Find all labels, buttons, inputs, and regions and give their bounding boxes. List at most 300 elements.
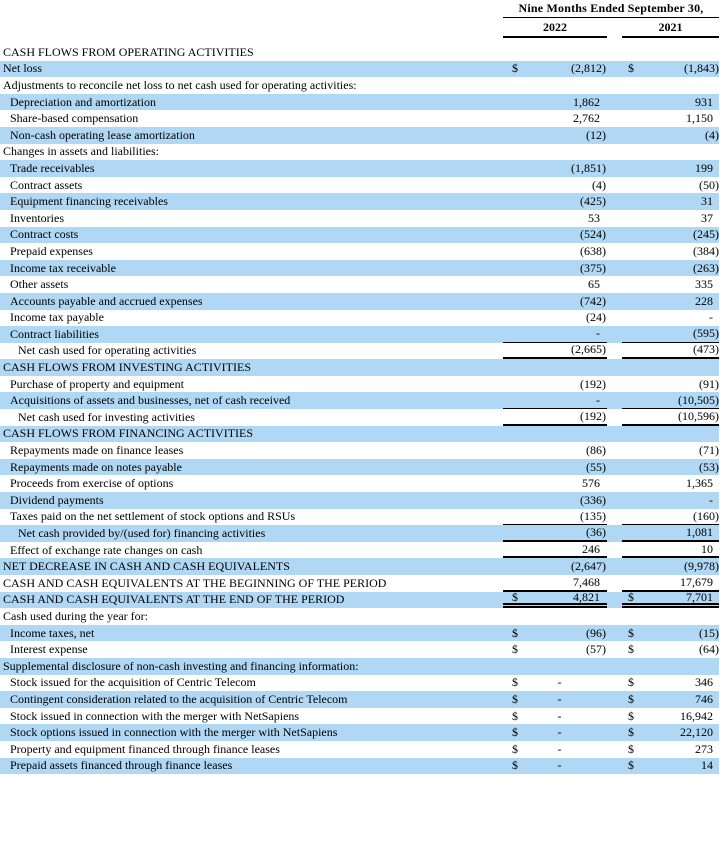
- table-row: [0, 44, 719, 61]
- column-gap: [607, 227, 622, 244]
- value-cell-2022: [503, 492, 607, 509]
- table-row: [0, 542, 719, 559]
- value-cell-2021: [622, 61, 719, 78]
- value-cell-2022: [503, 409, 607, 426]
- value-2021: (384): [693, 243, 719, 258]
- column-gap: [607, 691, 622, 708]
- value-cell-2021: [622, 641, 719, 658]
- value-2022: (2,812): [571, 61, 606, 76]
- table-row: [0, 675, 719, 692]
- dollar-sign-2022: $: [512, 708, 518, 723]
- value-cell-2021: [622, 475, 719, 492]
- row-label: Prepaid assets financed through finance leases: [10, 758, 233, 773]
- value-2021: (10,505): [678, 392, 719, 407]
- row-label: Repayments made on notes payable: [10, 459, 182, 474]
- value-cell-2022: [503, 77, 607, 94]
- column-gap: [607, 558, 622, 575]
- value-cell-2022: [503, 177, 607, 194]
- table-row: [0, 376, 719, 393]
- dollar-sign-2021: $: [628, 708, 634, 723]
- value-2022: (86): [586, 443, 606, 458]
- table-row: [0, 492, 719, 509]
- value-cell-2021: [622, 409, 719, 426]
- column-gap: [607, 177, 622, 194]
- value-2022: 246: [582, 541, 600, 556]
- table-row: [0, 359, 719, 376]
- value-2022: (2,647): [571, 559, 606, 574]
- table-row: [0, 392, 719, 409]
- value-cell-2021: [622, 160, 719, 177]
- table-row: [0, 94, 719, 111]
- value-2021: (91): [699, 376, 719, 391]
- value-2021: (9,978): [684, 559, 719, 574]
- value-cell-2021: [622, 326, 719, 343]
- value-cell-2022: [503, 94, 607, 111]
- dollar-sign-2021: $: [628, 675, 634, 690]
- dollar-sign-2021: $: [628, 725, 634, 740]
- column-gap: [607, 492, 622, 509]
- value-2022: (2,665): [571, 342, 606, 357]
- value-2021: (15): [699, 625, 719, 640]
- value-cell-2021: [622, 392, 719, 409]
- column-gap: [607, 409, 622, 426]
- value-2021: (53): [699, 459, 719, 474]
- value-2022: -: [557, 758, 562, 773]
- value-2022: (742): [580, 293, 606, 308]
- value-cell-2022: [503, 708, 607, 725]
- value-2021: (245): [693, 227, 719, 242]
- value-2021: 199: [695, 160, 713, 175]
- value-2021: 346: [695, 675, 713, 690]
- value-cell-2022: [503, 691, 607, 708]
- value-2022: -: [557, 691, 562, 706]
- row-label: Contingent consideration related to the acquisition of Centric Telecom: [10, 691, 348, 706]
- column-gap: [607, 110, 622, 127]
- value-cell-2022: [503, 741, 607, 758]
- value-cell-2022: [503, 160, 607, 177]
- value-cell-2021: [622, 708, 719, 725]
- value-cell-2021: [622, 376, 719, 393]
- value-cell-2021: [622, 442, 719, 459]
- table-row: [0, 641, 719, 658]
- table-row: [0, 442, 719, 459]
- column-gap: [607, 77, 622, 94]
- value-2021: -: [709, 492, 713, 507]
- value-2022: -: [557, 741, 562, 756]
- value-2022: (96): [586, 625, 606, 640]
- row-label: Property and equipment financed through finance leases: [10, 741, 280, 756]
- column-gap: [607, 625, 622, 642]
- table-row: [0, 575, 719, 592]
- value-cell-2021: [622, 558, 719, 575]
- value-2022: (4): [592, 177, 606, 192]
- column-gap: [607, 475, 622, 492]
- value-cell-2021: [622, 77, 719, 94]
- table-row: [0, 459, 719, 476]
- row-label: Repayments made on finance leases: [10, 443, 184, 458]
- value-cell-2021: [622, 310, 719, 327]
- dollar-sign-2022: $: [512, 625, 518, 640]
- value-cell-2022: [503, 144, 607, 161]
- table-row: [0, 160, 719, 177]
- column-gap: [607, 641, 622, 658]
- column-gap: [607, 20, 622, 38]
- value-2022: (192): [580, 376, 606, 391]
- value-2021: 7,701: [686, 589, 713, 604]
- row-label: Proceeds from exercise of options: [10, 476, 174, 491]
- table-row: [0, 343, 719, 360]
- column-gap: [607, 44, 622, 61]
- column-gap: [607, 658, 622, 675]
- table-row: [0, 260, 719, 277]
- value-2021: (64): [699, 642, 719, 657]
- value-cell-2022: [503, 227, 607, 244]
- column-gap: [607, 243, 622, 260]
- dollar-sign-2021: $: [628, 758, 634, 773]
- row-label: Dividend payments: [10, 492, 104, 507]
- value-2022: (36): [586, 525, 606, 540]
- table-row: [0, 475, 719, 492]
- row-label: Contract assets: [10, 177, 83, 192]
- row-label: Inventories: [10, 210, 64, 225]
- value-2022: (55): [586, 459, 606, 474]
- value-cell-2022: [503, 359, 607, 376]
- row-label: Income taxes, net: [10, 625, 95, 640]
- value-cell-2022: [503, 193, 607, 210]
- value-2022: 7,468: [573, 574, 600, 589]
- value-cell-2022: [503, 127, 607, 144]
- row-label: Cash used during the year for:: [3, 608, 148, 623]
- value-2022: 1,862: [573, 94, 600, 109]
- table-row: [0, 658, 719, 675]
- column-gap: [607, 426, 622, 443]
- value-2021: 17,679: [680, 574, 713, 589]
- column-header-2022: 2022: [503, 20, 607, 38]
- table-row: [0, 276, 719, 293]
- row-label: CASH FLOWS FROM OPERATING ACTIVITIES: [3, 44, 254, 59]
- value-cell-2022: [503, 724, 607, 741]
- value-cell-2022: [503, 509, 607, 526]
- value-2022: (24): [586, 310, 606, 325]
- row-label: Income tax receivable: [10, 260, 116, 275]
- value-2021: 1,150: [686, 111, 713, 126]
- value-cell-2022: [503, 343, 607, 360]
- value-cell-2021: [622, 492, 719, 509]
- value-2021: (160): [693, 508, 719, 523]
- value-2022: 4,821: [573, 589, 600, 604]
- value-2021: (263): [693, 260, 719, 275]
- column-gap: [607, 392, 622, 409]
- row-label: Purchase of property and equipment: [10, 376, 184, 391]
- value-cell-2021: [622, 276, 719, 293]
- value-cell-2021: [622, 724, 719, 741]
- dollar-sign-2022: $: [512, 675, 518, 690]
- year-header-row: [0, 20, 719, 38]
- value-2021: 746: [695, 691, 713, 706]
- column-gap: [607, 592, 622, 609]
- table-row: [0, 724, 719, 741]
- value-cell-2021: [622, 459, 719, 476]
- value-2022: (524): [580, 227, 606, 242]
- row-label: Share-based compensation: [10, 111, 139, 126]
- column-gap: [607, 94, 622, 111]
- value-2021: -: [709, 310, 713, 325]
- column-gap: [607, 525, 622, 542]
- column-gap: [607, 326, 622, 343]
- value-2022: -: [596, 392, 600, 407]
- column-gap: [607, 741, 622, 758]
- value-cell-2021: [622, 94, 719, 111]
- value-2022: (1,851): [571, 160, 606, 175]
- row-label: Changes in assets and liabilities:: [3, 144, 159, 159]
- column-gap: [607, 210, 622, 227]
- value-cell-2022: [503, 675, 607, 692]
- value-cell-2022: [503, 260, 607, 277]
- value-cell-2022: [503, 61, 607, 78]
- row-label: CASH AND CASH EQUIVALENTS AT THE BEGINNING OF THE PERIOD: [3, 575, 387, 590]
- dollar-sign-2021: $: [628, 61, 634, 76]
- value-cell-2022: [503, 475, 607, 492]
- value-2021: (1,843): [684, 61, 719, 76]
- row-label: Contract liabilities: [10, 326, 99, 341]
- value-cell-2022: [503, 442, 607, 459]
- value-cell-2021: [622, 589, 719, 609]
- row-label: Income tax payable: [10, 310, 104, 325]
- column-gap: [607, 343, 622, 360]
- table-row: [0, 293, 719, 310]
- value-2022: -: [557, 708, 562, 723]
- column-gap: [607, 293, 622, 310]
- table-row: [0, 525, 719, 542]
- row-label: Supplemental disclosure of non-cash investing and financing information:: [3, 658, 359, 673]
- row-label: Trade receivables: [10, 160, 95, 175]
- value-cell-2022: [503, 310, 607, 327]
- row-label: CASH AND CASH EQUIVALENTS AT THE END OF THE PERIOD: [3, 592, 345, 607]
- dollar-sign-2021: $: [628, 642, 634, 657]
- column-gap: [607, 359, 622, 376]
- table-row: [0, 127, 719, 144]
- row-label: Stock issued for the acquisition of Centric Telecom: [10, 675, 256, 690]
- value-cell-2021: [622, 509, 719, 526]
- value-cell-2021: [622, 691, 719, 708]
- value-2021: (473): [693, 342, 719, 357]
- dollar-sign-2022: $: [512, 61, 518, 76]
- value-cell-2022: [503, 658, 607, 675]
- value-cell-2021: [622, 260, 719, 277]
- value-2021: (71): [699, 443, 719, 458]
- column-gap: [607, 376, 622, 393]
- value-2022: (336): [580, 492, 606, 507]
- value-cell-2021: [622, 210, 719, 227]
- column-gap: [607, 276, 622, 293]
- row-label: CASH FLOWS FROM FINANCING ACTIVITIES: [3, 426, 254, 441]
- dollar-sign-2021: $: [628, 691, 634, 706]
- value-cell-2021: [622, 658, 719, 675]
- value-cell-2021: [622, 758, 719, 775]
- column-gap: [607, 608, 622, 625]
- value-2021: 1,365: [686, 476, 713, 491]
- value-2021: 22,120: [680, 725, 713, 740]
- column-gap: [607, 61, 622, 78]
- row-label: Adjustments to reconcile net loss to net cash used for operating activities:: [3, 77, 357, 92]
- column-header-2021: 2021: [622, 20, 719, 38]
- value-2021: (595): [693, 326, 719, 341]
- dollar-sign-2022: $: [512, 691, 518, 706]
- value-2021: 37: [701, 210, 713, 225]
- value-2021: (10,596): [678, 408, 719, 423]
- value-2021: (50): [699, 177, 719, 192]
- table-row: [0, 608, 719, 625]
- row-label: Effect of exchange rate changes on cash: [10, 542, 203, 557]
- table-row: [0, 310, 719, 327]
- dollar-sign-2021: $: [628, 741, 634, 756]
- value-2022: 53: [588, 210, 600, 225]
- period-header-row: [0, 2, 719, 18]
- value-cell-2021: [622, 525, 719, 542]
- value-2022: 2,762: [573, 111, 600, 126]
- value-cell-2021: [622, 426, 719, 443]
- value-cell-2022: [503, 641, 607, 658]
- table-row: [0, 227, 719, 244]
- value-2021: (4): [705, 127, 719, 142]
- value-cell-2021: [622, 44, 719, 61]
- value-2022: -: [557, 675, 562, 690]
- row-label: Stock options issued in connection with the merger with NetSapiens: [10, 725, 338, 740]
- table-row: [0, 326, 719, 343]
- value-2022: (12): [586, 127, 606, 142]
- row-label: NET DECREASE IN CASH AND CASH EQUIVALENTS: [3, 559, 290, 574]
- row-label: Interest expense: [10, 642, 88, 657]
- value-cell-2022: [503, 525, 607, 542]
- table-row: [0, 193, 719, 210]
- table-row: [0, 110, 719, 127]
- column-gap: [607, 708, 622, 725]
- value-cell-2022: [503, 758, 607, 775]
- column-gap: [607, 724, 622, 741]
- value-cell-2021: [622, 110, 719, 127]
- table-row: [0, 77, 719, 94]
- dollar-sign-2022: $: [512, 725, 518, 740]
- value-cell-2022: [503, 426, 607, 443]
- table-row: [0, 61, 719, 78]
- column-gap: [607, 144, 622, 161]
- value-cell-2021: [622, 127, 719, 144]
- value-2022: -: [596, 326, 600, 341]
- row-label: Acquisitions of assets and businesses, net of cash received: [10, 393, 291, 408]
- value-cell-2021: [622, 227, 719, 244]
- value-2021: 14: [701, 758, 713, 773]
- value-cell-2022: [503, 558, 607, 575]
- column-gap: [607, 193, 622, 210]
- value-2021: 1,081: [686, 525, 713, 540]
- value-2021: 10: [701, 541, 713, 556]
- value-cell-2022: [503, 589, 607, 609]
- value-cell-2021: [622, 675, 719, 692]
- column-gap: [607, 675, 622, 692]
- row-label: Depreciation and amortization: [10, 94, 156, 109]
- cash-flow-table: [0, 44, 719, 774]
- value-2021: 31: [701, 194, 713, 209]
- table-row: [0, 210, 719, 227]
- value-2022: (57): [586, 642, 606, 657]
- value-2021: 335: [695, 277, 713, 292]
- row-label: Taxes paid on the net settlement of stock options and RSUs: [10, 509, 296, 524]
- value-2022: 65: [588, 277, 600, 292]
- value-cell-2021: [622, 177, 719, 194]
- value-cell-2021: [622, 243, 719, 260]
- value-cell-2022: [503, 326, 607, 343]
- table-row: [0, 243, 719, 260]
- row-label: Other assets: [10, 277, 69, 292]
- column-gap: [607, 459, 622, 476]
- value-cell-2022: [503, 542, 607, 559]
- value-cell-2022: [503, 376, 607, 393]
- value-cell-2022: [503, 392, 607, 409]
- value-cell-2022: [503, 276, 607, 293]
- value-2022: -: [557, 725, 562, 740]
- row-label: Net loss: [3, 61, 42, 76]
- value-cell-2021: [622, 625, 719, 642]
- row-label: Net cash provided by/(used for) financing activities: [18, 526, 266, 541]
- value-cell-2021: [622, 193, 719, 210]
- table-row: [0, 144, 719, 161]
- dollar-sign-2022: $: [512, 758, 518, 773]
- value-cell-2021: [622, 542, 719, 559]
- row-label: Accounts payable and accrued expenses: [10, 293, 203, 308]
- dollar-sign-2022: $: [512, 741, 518, 756]
- dollar-sign-2021: $: [628, 625, 634, 640]
- value-2021: 228: [695, 293, 713, 308]
- table-row: [0, 691, 719, 708]
- table-row: [0, 758, 719, 775]
- table-row: [0, 708, 719, 725]
- value-2022: (638): [580, 243, 606, 258]
- table-row: [0, 558, 719, 575]
- dollar-sign-2022: $: [512, 642, 518, 657]
- column-gap: [607, 509, 622, 526]
- column-gap: [607, 127, 622, 144]
- dollar-sign-2022: $: [512, 589, 518, 604]
- value-cell-2021: [622, 359, 719, 376]
- value-cell-2022: [503, 459, 607, 476]
- value-cell-2022: [503, 293, 607, 310]
- value-cell-2022: [503, 210, 607, 227]
- table-row: [0, 177, 719, 194]
- value-2022: (192): [580, 408, 606, 423]
- value-2022: 576: [582, 476, 600, 491]
- header-spacer: [0, 2, 503, 18]
- value-2022: (375): [580, 260, 606, 275]
- row-label: Stock issued in connection with the merger with NetSapiens: [10, 708, 300, 723]
- value-2021: 16,942: [680, 708, 713, 723]
- table-row: [0, 509, 719, 526]
- column-gap: [607, 160, 622, 177]
- value-2022: (135): [580, 508, 606, 523]
- row-label: Equipment financing receivables: [10, 194, 168, 209]
- value-cell-2021: [622, 144, 719, 161]
- value-cell-2021: [622, 293, 719, 310]
- value-cell-2021: [622, 608, 719, 625]
- row-label: Prepaid expenses: [10, 243, 93, 258]
- value-cell-2022: [503, 625, 607, 642]
- row-label: Non-cash operating lease amortization: [10, 127, 195, 142]
- value-cell-2021: [622, 343, 719, 360]
- column-gap: [607, 758, 622, 775]
- column-gap: [607, 442, 622, 459]
- row-label: Net cash used for operating activities: [18, 343, 197, 358]
- value-cell-2022: [503, 243, 607, 260]
- row-label: CASH FLOWS FROM INVESTING ACTIVITIES: [3, 360, 252, 375]
